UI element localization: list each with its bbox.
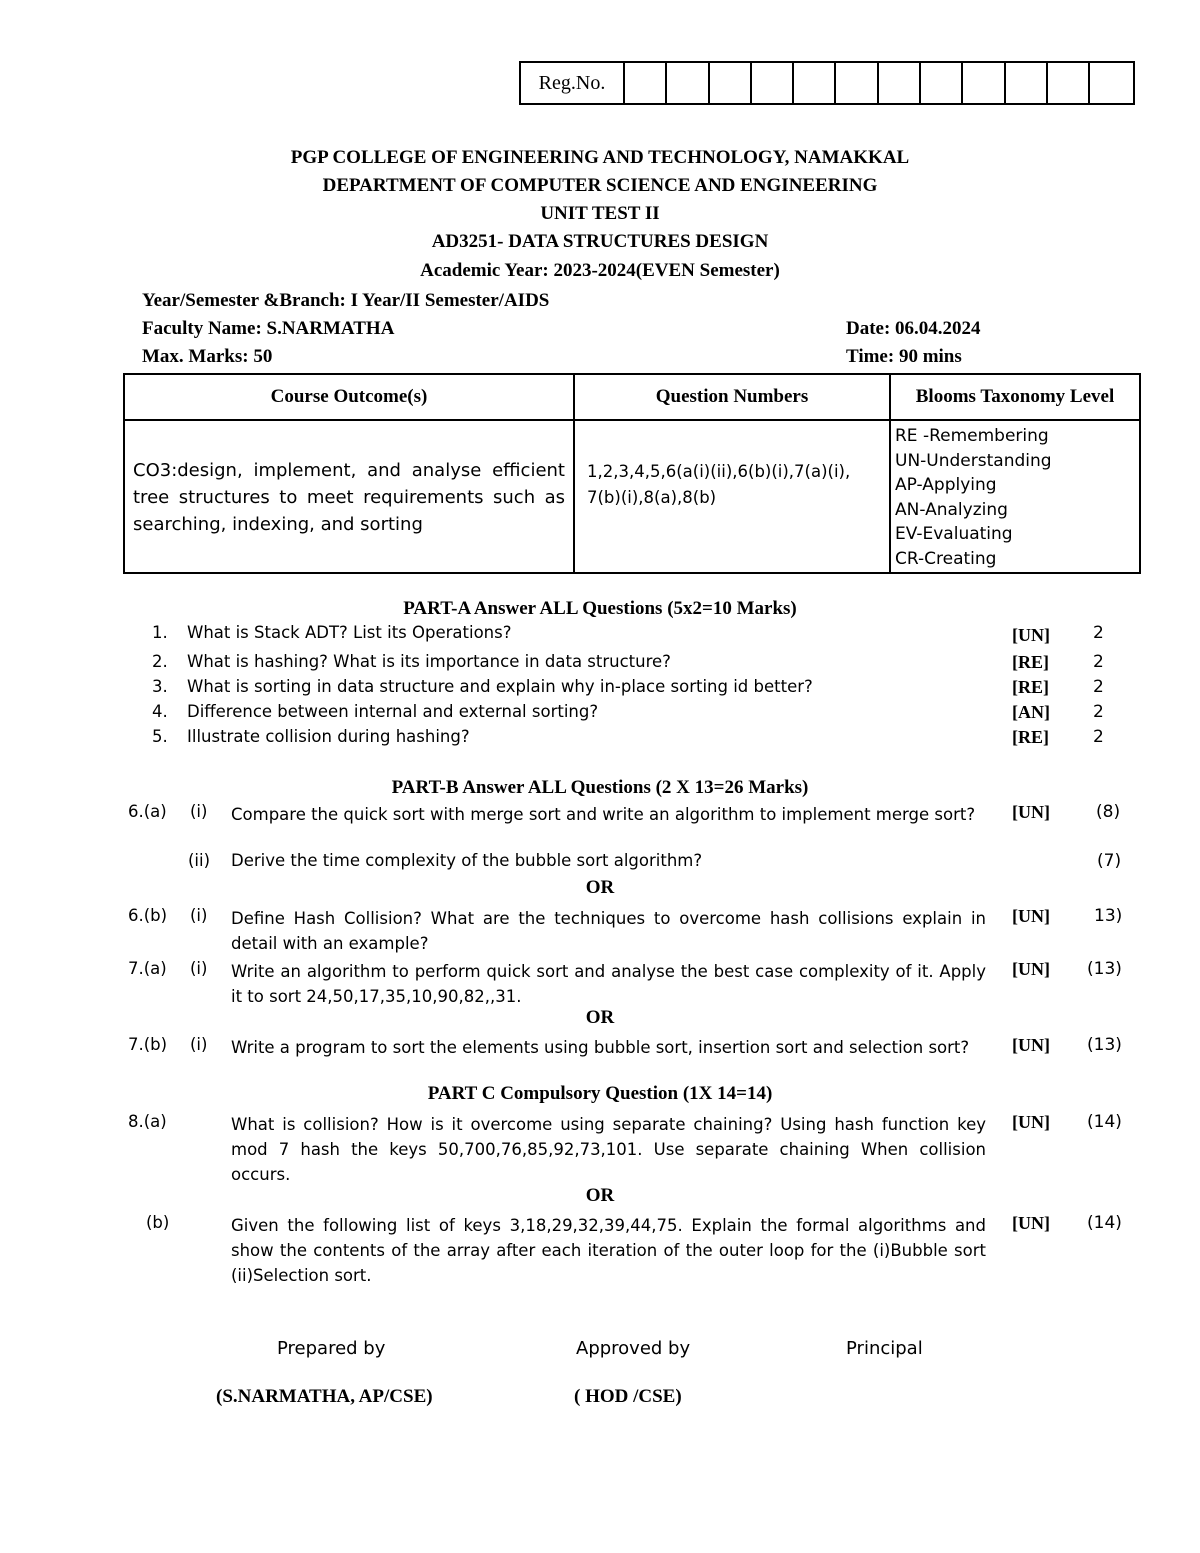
qa-marks: 2 <box>1093 652 1104 672</box>
faculty-name: Faculty Name: S.NARMATHA <box>142 318 395 339</box>
q8b-marks: (14) <box>1087 1213 1122 1233</box>
academic-year: Academic Year: 2023-2024(EVEN Semester) <box>420 260 780 281</box>
principal-label: Principal <box>846 1338 923 1359</box>
q7a-text: Write an algorithm to perform quick sort and analyse the best case complexity of it. Apply it to sort 24,50,17,35,10,90,82,,31. <box>231 962 986 1006</box>
qa-marks: 2 <box>1093 727 1104 747</box>
reg-no-cell[interactable] <box>836 63 878 103</box>
or-divider: OR <box>585 1185 615 1206</box>
q6a-ii-label: (ii) <box>188 851 211 870</box>
btl-level: AN-Analyzing <box>895 499 1008 520</box>
q8b-level: [UN] <box>1012 1213 1050 1233</box>
qa-num: 3. <box>152 677 168 696</box>
q8b-num: (b) <box>146 1213 170 1232</box>
q6a-ii-text: Derive the time complexity of the bubble sort algorithm? <box>231 851 703 870</box>
q7b-marks: (13) <box>1087 1035 1122 1055</box>
q6b-i-label: (i) <box>190 906 208 925</box>
q7a-level: [UN] <box>1012 959 1050 979</box>
q6a-i-marks: (8) <box>1096 802 1121 822</box>
qa-text: What is sorting in data structure and explain why in-place sorting id better? <box>187 677 813 696</box>
qa-num: 4. <box>152 702 168 721</box>
q7a-marks: (13) <box>1087 959 1122 979</box>
qa-text: What is Stack ADT? List its Operations? <box>187 623 512 642</box>
exam-date: Date: 06.04.2024 <box>846 318 981 339</box>
qa-marks: 2 <box>1093 702 1104 722</box>
qa-text: What is hashing? What is its importance in data structure? <box>187 652 671 671</box>
btl-level: UN-Understanding <box>895 450 1052 471</box>
reg-no-box <box>519 61 1135 105</box>
department-name: DEPARTMENT OF COMPUTER SCIENCE AND ENGINEERING <box>322 175 878 196</box>
btl-level: AP-Applying <box>895 475 997 496</box>
q7a-i-label: (i) <box>190 959 208 978</box>
q8a-level: [UN] <box>1012 1112 1050 1132</box>
reg-no-cell[interactable] <box>963 63 1005 103</box>
or-divider: OR <box>585 877 615 898</box>
reg-no-label: Reg.No. <box>521 63 625 103</box>
btl-level: RE -Remembering <box>895 426 1049 446</box>
prepared-by-label: Prepared by <box>277 1338 386 1359</box>
qa-level: [RE] <box>1012 727 1049 747</box>
question-numbers-header: Question Numbers <box>574 374 890 420</box>
college-name: PGP COLLEGE OF ENGINEERING AND TECHNOLOGY, NAMAKKAL <box>290 147 910 168</box>
reg-no-cell[interactable] <box>794 63 836 103</box>
or-divider: OR <box>585 1007 615 1028</box>
reg-no-cell[interactable] <box>752 63 794 103</box>
max-marks: Max. Marks: 50 <box>142 346 273 367</box>
q6a-level: [UN] <box>1012 802 1050 822</box>
qa-num: 5. <box>152 727 168 746</box>
course-name: AD3251- DATA STRUCTURES DESIGN <box>431 231 769 252</box>
qa-marks: 2 <box>1093 677 1104 697</box>
q6b-level: [UN] <box>1012 906 1050 926</box>
test-name: UNIT TEST II <box>540 203 660 224</box>
approved-by-name: ( HOD /CSE) <box>574 1386 682 1407</box>
btl-cell <box>890 420 1140 573</box>
q8b-text: Given the following list of keys 3,18,29,32,39,44,75. Explain the formal algorithms and show the contents of the array after each iteration of the outer loop for the (i)Bubble sort (ii)Selection sort. <box>231 1216 986 1285</box>
prepared-by-name: (S.NARMATHA, AP/CSE) <box>216 1386 433 1407</box>
reg-no-cell[interactable] <box>1090 63 1132 103</box>
q6a-ii-marks: (7) <box>1097 851 1122 871</box>
part-b-title: PART-B Answer ALL Questions (2 X 13=26 Marks) <box>391 777 809 798</box>
reg-no-cell[interactable] <box>921 63 963 103</box>
q6b-num: 6.(b) <box>128 906 168 925</box>
qa-level: [AN] <box>1012 702 1050 722</box>
course-outcome-table <box>123 373 1141 574</box>
q7b-text: Write a program to sort the elements using bubble sort, insertion sort and selection sort? <box>231 1038 970 1057</box>
co-header: Course Outcome(s) <box>124 374 574 420</box>
q6b-text: Define Hash Collision? What are the techniques to overcome hash collisions explain in detail with an example? <box>231 909 986 953</box>
reg-no-cell[interactable] <box>1006 63 1048 103</box>
q6a-i-text: Compare the quick sort with merge sort and write an algorithm to implement merge sort? <box>231 805 976 824</box>
qa-text: Difference between internal and external sorting? <box>187 702 599 721</box>
q8a-text: What is collision? How is it overcome using separate chaining? Using hash function key mod 7 hash the keys 50,700,76,85,92,73,101. Use separate chaining When collision occurs. <box>231 1115 986 1184</box>
qn-text: 1,2,3,4,5,6(a(i)(ii),6(b)(i),7(a)(i), 7(b)(i),8(a),8(b) <box>587 462 851 507</box>
q7b-level: [UN] <box>1012 1035 1050 1055</box>
blooms-header: Blooms Taxonomy Level <box>890 374 1140 420</box>
qa-text: Illustrate collision during hashing? <box>187 727 470 746</box>
reg-no-cell[interactable] <box>1048 63 1090 103</box>
qn-cell <box>574 420 890 573</box>
q7a-num: 7.(a) <box>128 959 167 978</box>
co-text: CO3:design, implement, and analyse efficient tree structures to meet requirements such as searching, indexing, and sorting <box>133 460 565 535</box>
co-cell <box>124 420 574 573</box>
reg-no-cell[interactable] <box>879 63 921 103</box>
qa-num: 2. <box>152 652 168 671</box>
qa-level: [RE] <box>1012 652 1049 672</box>
q6b-marks: 13) <box>1094 906 1123 926</box>
q7b-i-label: (i) <box>190 1035 208 1054</box>
year-branch: Year/Semester &Branch: I Year/II Semester/AIDS <box>142 290 550 311</box>
btl-level: CR-Creating <box>895 548 997 569</box>
qa-level: [UN] <box>1012 625 1050 645</box>
btl-list <box>891 421 1139 572</box>
qa-num: 1. <box>152 623 168 642</box>
reg-no-cell[interactable] <box>625 63 667 103</box>
exam-time: Time: 90 mins <box>846 346 962 367</box>
reg-no-cell[interactable] <box>667 63 709 103</box>
q6a-i-label: (i) <box>190 802 208 821</box>
qa-level: [RE] <box>1012 677 1049 697</box>
part-c-title: PART C Compulsory Question (1X 14=14) <box>427 1083 773 1104</box>
reg-no-cell[interactable] <box>710 63 752 103</box>
q6a-num: 6.(a) <box>128 802 167 821</box>
approved-by-label: Approved by <box>576 1338 691 1359</box>
q8a-marks: (14) <box>1087 1112 1122 1132</box>
q7b-num: 7.(b) <box>128 1035 168 1054</box>
q8a-num: 8.(a) <box>128 1112 167 1131</box>
part-a-title: PART-A Answer ALL Questions (5x2=10 Marks) <box>403 598 797 619</box>
btl-level: EV-Evaluating <box>895 524 1013 545</box>
qa-marks: 2 <box>1093 623 1104 643</box>
